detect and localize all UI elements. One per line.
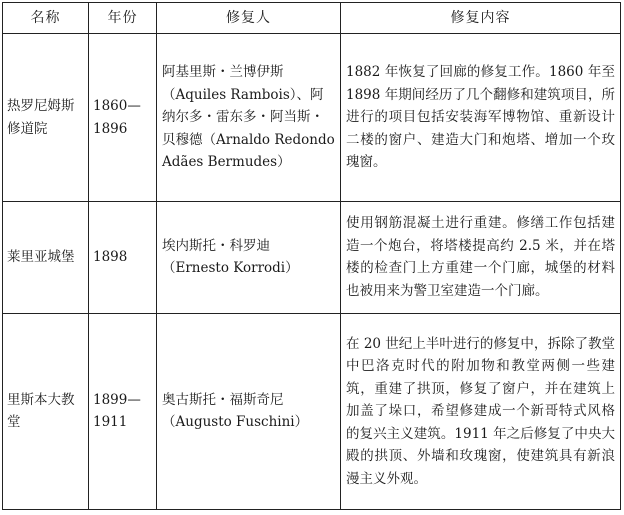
cell-content: 使用钢筋混凝土进行重建。修缮工作包括建造一个炮台，将塔楼提高约 2.5 米，并在塔楼的检查门上方重建一个门廊，城堡的材料也被用来为警卫室建造一个门廊。 (341, 202, 621, 314)
cell-content: 在 20 世纪上半叶进行的修复中，拆除了教堂中巴洛克时代的附加物和教堂两侧一些建筑，重建了拱顶，修复了窗户，并在建筑上加盖了垛口，希望修建成一个新哥特式风格的复兴主义建筑。1911 年之后修复了中央大殿的拱顶、外墙和玫瑰窗，使建筑具有新浪漫主义外观。 (341, 313, 621, 509)
cell-year: 1860—1896 (89, 34, 157, 202)
cell-restorer: 奥古斯托・福斯奇尼（Augusto Fuschini） (157, 313, 341, 509)
cell-name: 莱里亚城堡 (3, 202, 89, 314)
table-row (3, 34, 621, 202)
header-row (3, 3, 621, 34)
header-restorer: 修复人 (157, 3, 341, 34)
cell-name: 热罗尼姆斯修道院 (3, 34, 89, 202)
table-row (3, 202, 621, 314)
restoration-table (2, 2, 621, 510)
header-name: 名称 (3, 3, 89, 34)
header-year: 年份 (89, 3, 157, 34)
header-content: 修复内容 (341, 3, 621, 34)
cell-year: 1898 (89, 202, 157, 314)
cell-year: 1899—1911 (89, 313, 157, 509)
cell-restorer: 阿基里斯・兰博伊斯（Aquiles Rambois）、阿纳尔多・雷东多・阿当斯・贝穆德（Arnaldo Redondo Adães Bermudes） (157, 34, 341, 202)
cell-name: 里斯本大教堂 (3, 313, 89, 509)
cell-restorer: 埃内斯托・科罗迪（Ernesto Korrodi） (157, 202, 341, 314)
table-row (3, 313, 621, 509)
cell-content: 1882 年恢复了回廊的修复工作。1860 年至 1898 年期间经历了几个翻修和建筑项目，所进行的项目包括安装海军博物馆、重新设计二楼的窗户、建造大门和炮塔、增加一个玫瑰窗。 (341, 34, 621, 202)
